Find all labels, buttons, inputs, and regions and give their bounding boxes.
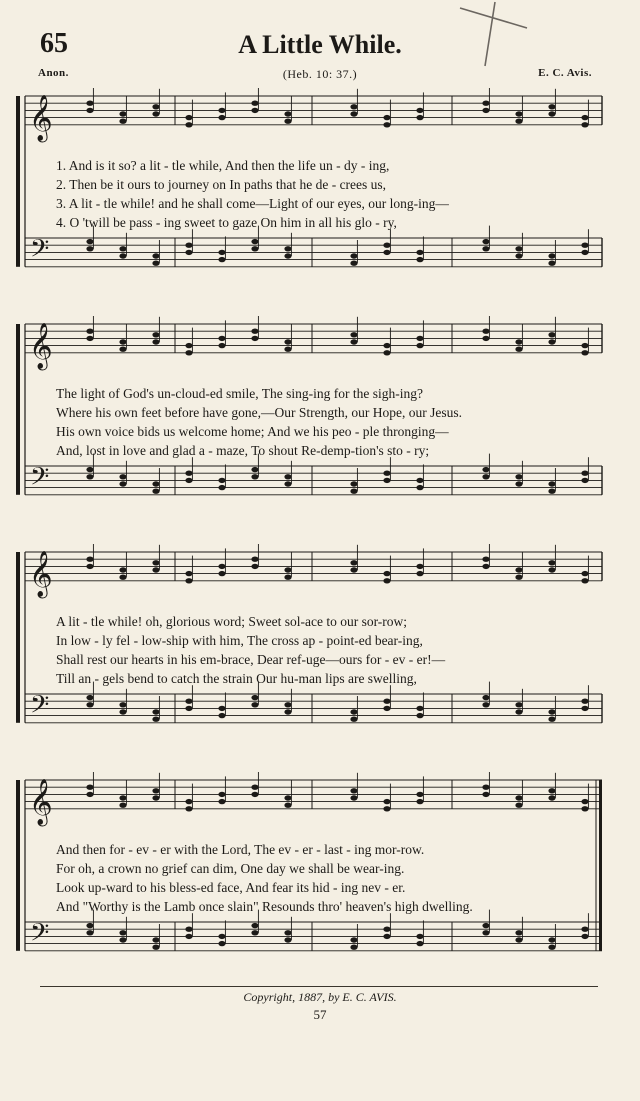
lyric-verse-3: 3. A lit - tle while! and he shall come—Light of our eyes, our long-ing— — [56, 196, 449, 211]
pencil-mark-icon — [455, 0, 535, 70]
lyric-verse-4: And "Worthy is the Lamb once slain" Resounds thro' heaven's high dwelling. — [56, 899, 473, 914]
lyric-verse-4: Till an - gels bend to catch the strain Our hu-man lips are swelling, — [56, 671, 417, 686]
words-credit: Anon. — [38, 67, 69, 79]
lyric-verse-1: A lit - tle while! oh, glorious word; Sweet sol-ace to our sor-row; — [56, 614, 408, 629]
system-brace — [16, 780, 20, 951]
svg-text:𝄞: 𝄞 — [29, 94, 53, 141]
lyric-verse-3: His own voice bids us welcome home; And we his peo - ple thronging— — [56, 424, 449, 439]
lyric-verse-2: 2. Then be it ours to journey on In paths that he de - crees us, — [56, 177, 387, 192]
page-number: 57 — [313, 1007, 327, 1022]
lyric-verse-1: The light of God's un-cloud-ed smile, The sing-ing for the sigh-ing? — [56, 386, 423, 401]
lyric-verse-2: Where his own feet before have gone,—Our Strength, our Hope, our Jesus. — [56, 405, 463, 420]
music-system-2 — [0, 316, 640, 526]
music-system-4 — [0, 772, 640, 982]
music-system-3 — [0, 544, 640, 754]
lyrics-block — [56, 612, 616, 688]
lyrics-block — [56, 384, 616, 460]
music-system-1 — [0, 88, 640, 298]
hymn-title: A Little While. — [238, 30, 402, 59]
footer-rule — [40, 986, 598, 987]
composer-credit: E. C. Avis. — [538, 67, 592, 79]
svg-text:𝄢: 𝄢 — [30, 462, 50, 498]
lyric-verse-2: In low - ly fel - low-ship with him, The cross ap - point-ed bear-ing, — [56, 633, 423, 648]
system-brace — [16, 324, 20, 495]
lyric-verse-3: Shall rest our hearts in his em-brace, Dear ref-uge—ours for - ev - er!— — [56, 652, 446, 667]
system-brace — [16, 96, 20, 267]
lyrics-block — [56, 156, 616, 232]
copyright-notice: Copyright, 1887, by E. C. AVIS. — [243, 990, 397, 1004]
svg-text:𝄢: 𝄢 — [30, 234, 50, 270]
svg-text:𝄞: 𝄞 — [29, 550, 53, 597]
scripture-reference: (Heb. 10: 37.) — [282, 67, 358, 81]
lyric-verse-1: And then for - ev - er with the Lord, The ev - er - last - ing mor-row. — [56, 842, 425, 857]
svg-text:𝄢: 𝄢 — [30, 690, 50, 726]
svg-text:𝄞: 𝄞 — [29, 778, 53, 825]
lyric-verse-3: Look up-ward to his bless-ed face, And fear its hid - ing nev - er. — [56, 880, 406, 895]
lyric-verse-4: 4. O 'twill be pass - ing sweet to gaze On him in all his glo - ry, — [56, 215, 397, 230]
svg-text:𝄞: 𝄞 — [29, 322, 53, 369]
system-brace — [16, 552, 20, 723]
lyrics-block — [56, 840, 616, 916]
hymn-number: 65 — [40, 28, 68, 59]
svg-text:𝄢: 𝄢 — [30, 918, 50, 954]
lyric-verse-4: And, lost in love and glad a - maze, To shout Re-demp-tion's sto - ry; — [56, 443, 430, 458]
lyric-verse-1: 1. And is it so? a lit - tle while, And then the life un - dy - ing, — [56, 158, 390, 173]
lyric-verse-2: For oh, a crown no grief can dim, One day we shall be wear-ing. — [56, 861, 405, 876]
